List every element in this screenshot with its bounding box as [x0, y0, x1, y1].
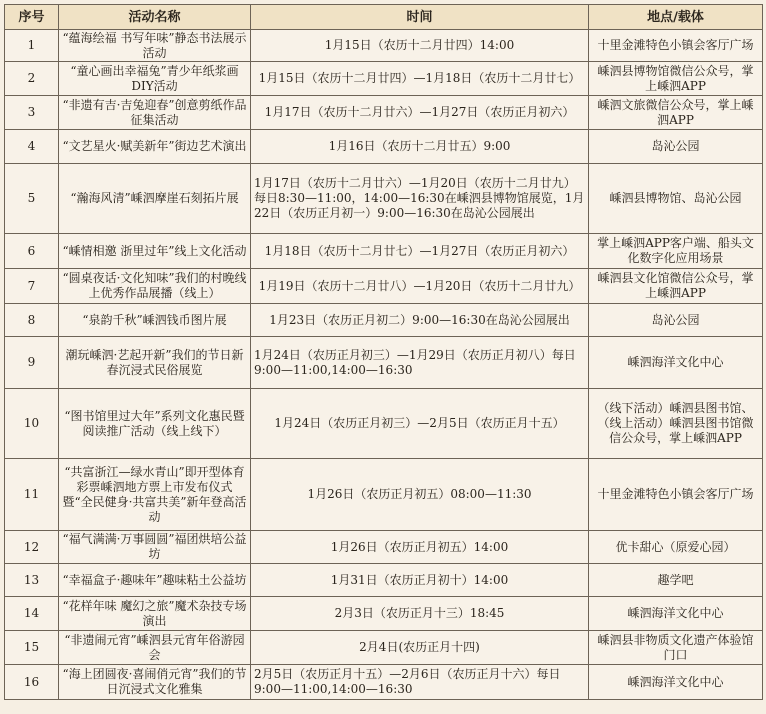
activity-name: “图书馆里过大年”系列文化惠民暨阅读推广活动（线上线下） — [59, 389, 251, 459]
table-row — [5, 269, 763, 304]
activity-name: “童心画出幸福兔”青少年纸浆画DIY活动 — [59, 62, 251, 96]
table-header-row — [5, 5, 763, 30]
row-number: 10 — [5, 389, 59, 459]
activity-venue: 嵊泗县文化馆微信公众号，掌上嵊泗APP — [589, 269, 763, 304]
activity-venue: （线下活动）嵊泗县图书馆、（线上活动）嵊泗县图书馆微信公众号，掌上嵊泗APP — [589, 389, 763, 459]
activity-name: “文艺星火·赋美新年”街边艺术演出 — [59, 130, 251, 164]
row-number: 8 — [5, 304, 59, 337]
activity-venue: 十里金滩特色小镇会客厅广场 — [589, 30, 763, 62]
activity-venue: 趣学吧 — [589, 564, 763, 597]
table-row — [5, 30, 763, 62]
activity-name: “泉韵千秋”嵊泗钱币图片展 — [59, 304, 251, 337]
schedule-table — [4, 4, 763, 700]
header-number: 序号 — [5, 5, 59, 30]
header-activity-name: 活动名称 — [59, 5, 251, 30]
table-row — [5, 234, 763, 269]
activity-time: 1月17日（农历十二月廿六）—1月27日（农历正月初六） — [251, 96, 589, 130]
row-number: 9 — [5, 337, 59, 389]
activity-venue: 嵊泗文旅微信公众号，掌上嵊泗APP — [589, 96, 763, 130]
activity-name: “蕴海绘福 书写年味”静态书法展示活动 — [59, 30, 251, 62]
activity-time: 2月4日(农历正月十四) — [251, 631, 589, 665]
table-row — [5, 665, 763, 700]
activity-name: “非遗闹元宵”嵊泗县元宵年俗游园会 — [59, 631, 251, 665]
row-number: 2 — [5, 62, 59, 96]
activity-time: 1月18日（农历十二月廿七）—1月27日（农历正月初六） — [251, 234, 589, 269]
activity-name: 潮玩嵊泗·艺起开新”我们的节日新春沉浸式民俗展览 — [59, 337, 251, 389]
row-number: 12 — [5, 531, 59, 564]
activity-venue: 嵊泗县博物馆微信公众号，掌上嵊泗APP — [589, 62, 763, 96]
row-number: 1 — [5, 30, 59, 62]
activity-venue: 岛沁公园 — [589, 304, 763, 337]
row-number: 4 — [5, 130, 59, 164]
activity-venue: 掌上嵊泗APP客户端、船头文化数字化应用场景 — [589, 234, 763, 269]
activity-name: “嵊情相邀 浙里过年”线上文化活动 — [59, 234, 251, 269]
activity-schedule — [4, 4, 762, 700]
activity-time: 1月15日（农历十二月廿四）—1月18日（农历十二月廿七） — [251, 62, 589, 96]
activity-venue: 岛沁公园 — [589, 130, 763, 164]
activity-time: 1月19日（农历十二月廿八）—1月20日（农历十二月廿九） — [251, 269, 589, 304]
activity-name: “海上团圆夜·喜闹俏元宵”我们的节日沉浸式文化雅集 — [59, 665, 251, 700]
table-row — [5, 597, 763, 631]
activity-time: 2月5日（农历正月十五）—2月6日（农历正月十六）每日9:00—11:00,14:00—16:30 — [251, 665, 589, 700]
activity-time: 1月16日（农历十二月廿五）9:00 — [251, 130, 589, 164]
table-row — [5, 304, 763, 337]
header-venue: 地点/载体 — [589, 5, 763, 30]
activity-name: “圆桌夜话·文化知味”我们的村晚线上优秀作品展播（线上） — [59, 269, 251, 304]
activity-time: 1月26日（农历正月初五）14:00 — [251, 531, 589, 564]
activity-name: “幸福盒子·趣味年”趣味粘土公益坊 — [59, 564, 251, 597]
activity-name: “非遗有吉·吉兔迎春”创意剪纸作品征集活动 — [59, 96, 251, 130]
activity-time: 1月26日（农历正月初五）08:00—11:30 — [251, 459, 589, 531]
activity-time: 1月15日（农历十二月廿四）14:00 — [251, 30, 589, 62]
activity-time: 1月23日（农历正月初二）9:00—16:30在岛沁公园展出 — [251, 304, 589, 337]
activity-time: 2月3日（农历正月十三）18:45 — [251, 597, 589, 631]
activity-name: “共富浙江—绿水青山”即开型体育彩票嵊泗地方票上市发布仪式暨“全民健身·共富共美”新年登高活动 — [59, 459, 251, 531]
row-number: 7 — [5, 269, 59, 304]
activity-time: 1月24日（农历正月初三）—1月29日（农历正月初八）每日9:00—11:00,14:00—16:30 — [251, 337, 589, 389]
row-number: 15 — [5, 631, 59, 665]
row-number: 16 — [5, 665, 59, 700]
row-number: 11 — [5, 459, 59, 531]
table-row — [5, 631, 763, 665]
row-number: 14 — [5, 597, 59, 631]
activity-venue: 嵊泗海洋文化中心 — [589, 337, 763, 389]
activity-name: “瀚海风清”嵊泗摩崖石刻拓片展 — [59, 164, 251, 234]
activity-venue: 嵊泗县非物质文化遗产体验馆门口 — [589, 631, 763, 665]
table-row — [5, 564, 763, 597]
table-row — [5, 389, 763, 459]
header-time: 时间 — [251, 5, 589, 30]
table-row — [5, 164, 763, 234]
activity-venue: 嵊泗县博物馆、岛沁公园 — [589, 164, 763, 234]
activity-venue: 嵊泗海洋文化中心 — [589, 665, 763, 700]
activity-venue: 优卡甜心（原爱心园） — [589, 531, 763, 564]
table-row — [5, 459, 763, 531]
activity-name: “福气满满·万事圆圆”福团烘培公益坊 — [59, 531, 251, 564]
table-row — [5, 531, 763, 564]
row-number: 6 — [5, 234, 59, 269]
activity-venue: 嵊泗海洋文化中心 — [589, 597, 763, 631]
row-number: 5 — [5, 164, 59, 234]
activity-time: 1月17日（农历十二月廿六）—1月20日（农历十二月廿九）每日8:30—11:00，14:00—16:30在嵊泗县博物馆展览，1月22日（农历正月初一）9:00—16:30在岛沁公园展出 — [251, 164, 589, 234]
table-row — [5, 96, 763, 130]
table-row — [5, 337, 763, 389]
activity-venue: 十里金滩特色小镇会客厅广场 — [589, 459, 763, 531]
activity-time: 1月31日（农历正月初十）14:00 — [251, 564, 589, 597]
activity-name: “花样年味 魔幻之旅”魔术杂技专场演出 — [59, 597, 251, 631]
activity-time: 1月24日（农历正月初三）—2月5日（农历正月十五） — [251, 389, 589, 459]
row-number: 3 — [5, 96, 59, 130]
row-number: 13 — [5, 564, 59, 597]
table-row — [5, 62, 763, 96]
table-row — [5, 130, 763, 164]
